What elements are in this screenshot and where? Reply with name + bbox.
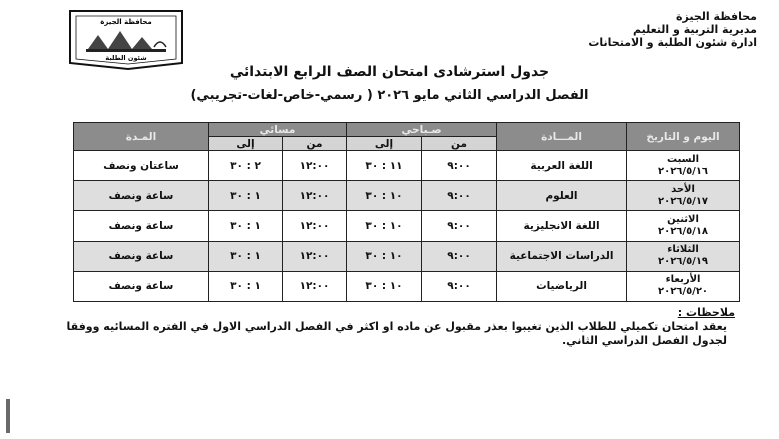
- notes-text: يعقد امتحان تكميلي للطلاب الذين تغيبوا بعذر مقبول عن ماده او اكثر في الفصل الدراسي الاول في الفتره المسائيه ووفقا لجدول الفصل الدراسي الثاني.: [66, 320, 727, 347]
- header-evening: مسائي: [209, 123, 347, 137]
- morning-from-cell: ٩:٠٠: [422, 211, 497, 241]
- exam-date: ٢٠٢٦/٥/٢٠: [658, 286, 709, 298]
- evening-from-cell: ١٢:٠٠: [283, 211, 347, 241]
- day-date-cell: [627, 241, 740, 271]
- table-row: [74, 271, 740, 301]
- morning-from-cell: ٩:٠٠: [422, 241, 497, 271]
- header-block: [588, 10, 757, 49]
- morning-from-cell: ٩:٠٠: [422, 151, 497, 181]
- day-date-cell: [627, 181, 740, 211]
- duration-cell: ساعة ونصف: [74, 181, 209, 211]
- evening-to-cell: ١ : ٣٠: [209, 181, 283, 211]
- day-name: الأحد: [671, 183, 695, 195]
- governorate-logo: [68, 9, 184, 71]
- morning-to-cell: ١٠ : ٣٠: [347, 241, 422, 271]
- page-subtitle: الفصل الدراسي الثاني مايو ٢٠٢٦ ( رسمي-خاص-لغات-تجريبي): [190, 88, 589, 103]
- day-date-cell: [627, 151, 740, 181]
- morning-to-cell: ١٠ : ٣٠: [347, 271, 422, 301]
- day-date-cell: [627, 271, 740, 301]
- subject-cell: الرياضيات: [497, 271, 627, 301]
- evening-from-cell: ١٢:٠٠: [283, 151, 347, 181]
- duration-cell: ساعة ونصف: [74, 271, 209, 301]
- day-name: الاثنين: [667, 213, 699, 225]
- duration-cell: ساعة ونصف: [74, 241, 209, 271]
- header-day-date: اليوم و التاريخ: [627, 123, 740, 151]
- header-line-directorate: مديرية التربية و التعليم: [633, 23, 757, 36]
- evening-from-cell: ١٢:٠٠: [283, 271, 347, 301]
- day-name: الأربعاء: [665, 274, 701, 286]
- header-line-governorate: محافظة الجيزة: [676, 10, 757, 23]
- morning-to-cell: ١١ : ٣٠: [347, 151, 422, 181]
- subject-cell: اللغة الانجليزية: [497, 211, 627, 241]
- subject-cell: الدراسات الاجتماعية: [497, 241, 627, 271]
- day-name: السبت: [667, 153, 700, 165]
- exam-schedule-table: [73, 122, 740, 302]
- evening-to-cell: ١ : ٣٠: [209, 271, 283, 301]
- exam-date: ٢٠٢٦/٥/١٧: [658, 195, 709, 207]
- evening-from-cell: ١٢:٠٠: [283, 181, 347, 211]
- header-morning-from: من: [422, 137, 497, 151]
- page-title: جدول استرشادى امتحان الصف الرابع الابتدائي: [229, 64, 550, 80]
- header-evening-to: إلى: [209, 137, 283, 151]
- header-morning: صـباحي: [347, 123, 497, 137]
- morning-from-cell: ٩:٠٠: [422, 181, 497, 211]
- evening-from-cell: ١٢:٠٠: [283, 241, 347, 271]
- exam-date: ٢٠٢٦/٥/١٩: [658, 256, 709, 268]
- table-row: [74, 241, 740, 271]
- exam-date: ٢٠٢٦/٥/١٨: [658, 225, 709, 237]
- duration-cell: ساعتان ونصف: [74, 151, 209, 181]
- table-row: [74, 181, 740, 211]
- duration-cell: ساعة ونصف: [74, 211, 209, 241]
- morning-to-cell: ١٠ : ٣٠: [347, 211, 422, 241]
- evening-to-cell: ٢ : ٣٠: [209, 151, 283, 181]
- morning-from-cell: ٩:٠٠: [422, 271, 497, 301]
- subject-cell: العلوم: [497, 181, 627, 211]
- header-morning-to: إلى: [347, 137, 422, 151]
- table-row: [74, 151, 740, 181]
- subject-cell: اللغة العربية: [497, 151, 627, 181]
- notes-title: ملاحظات :: [677, 306, 735, 319]
- evening-to-cell: ١ : ٣٠: [209, 241, 283, 271]
- day-name: الثلاثاء: [667, 244, 699, 256]
- logo-text-top: محافظة الجيزة: [100, 18, 152, 26]
- header-evening-from: من: [283, 137, 347, 151]
- exam-date: ٢٠٢٦/٥/١٦: [658, 165, 709, 177]
- morning-to-cell: ١٠ : ٣٠: [347, 181, 422, 211]
- scan-edge-mark: [6, 399, 10, 433]
- logo-text-bottom: شئون الطلبة: [105, 54, 147, 62]
- header-subject: المـــادة: [497, 123, 627, 151]
- header-line-administration: ادارة شئون الطلبة و الامتحانات: [588, 36, 757, 49]
- header-duration: المـدة: [74, 123, 209, 151]
- day-date-cell: [627, 211, 740, 241]
- evening-to-cell: ١ : ٣٠: [209, 211, 283, 241]
- table-row: [74, 211, 740, 241]
